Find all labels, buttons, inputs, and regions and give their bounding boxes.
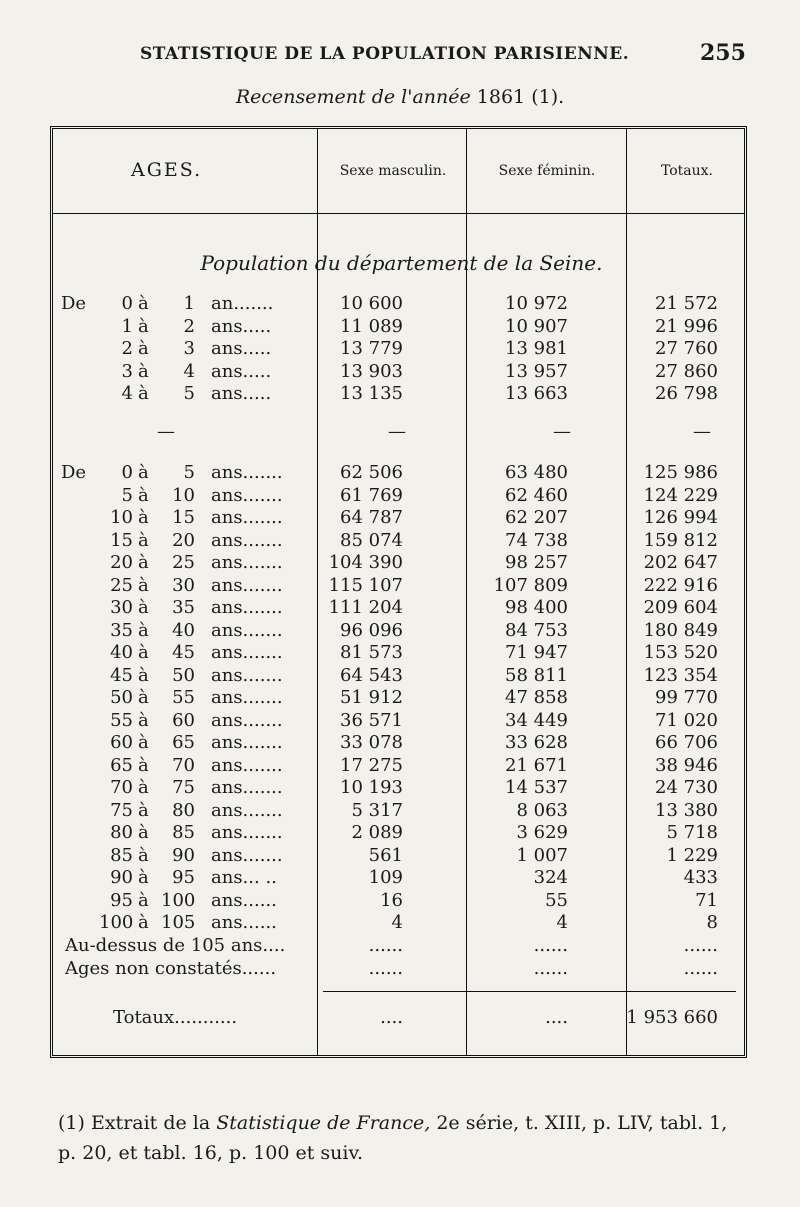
age-to: 70: [172, 754, 195, 776]
table-row: [53, 316, 750, 338]
cell-male: 96 096: [340, 619, 403, 641]
table-row: [53, 935, 750, 957]
cell-male: 2 089: [351, 822, 403, 843]
totals-male: ....: [380, 1007, 403, 1028]
cell-male: 33 078: [340, 732, 403, 753]
col-header-total: Totaux.: [660, 163, 713, 179]
caption-year: 1861: [476, 86, 526, 108]
age-separator: à: [138, 732, 149, 753]
age-separator: à: [138, 462, 149, 483]
cell-male: 62 506: [340, 462, 403, 483]
cell-female: 4: [556, 912, 568, 933]
age-separator: à: [138, 777, 149, 798]
age-separator: à: [138, 709, 149, 731]
cell-male: 11 089: [340, 315, 403, 337]
row-label: Au-dessus de 105 ans....: [65, 935, 286, 956]
cell-total: 13 380: [655, 799, 718, 821]
table-row: [53, 867, 750, 889]
footnote-pre: Extrait de la: [90, 1112, 211, 1134]
age-from: 0: [121, 293, 133, 314]
table-row: [53, 338, 750, 360]
dash-total: —: [693, 421, 711, 442]
footnote-post: 2e série, t. XIII, p. LIV, tabl. 1,: [436, 1112, 728, 1134]
cell-female: 13 957: [505, 360, 568, 382]
dash-male: —: [388, 421, 406, 442]
age-separator: à: [138, 360, 149, 382]
cell-female: 10 972: [505, 293, 568, 314]
age-to: 85: [172, 822, 195, 843]
age-from: 20: [110, 552, 133, 573]
table-row: [53, 890, 750, 912]
age-unit: an.......: [211, 293, 274, 314]
cell-female: 14 537: [505, 777, 568, 798]
cell-female: 98 257: [505, 552, 568, 573]
age-unit: ans.......: [211, 844, 283, 866]
cell-female: 98 400: [505, 597, 568, 618]
age-to: 30: [172, 574, 195, 596]
cell-total: 27 760: [655, 338, 718, 359]
age-separator: à: [138, 889, 149, 911]
cell-male: 111 204: [328, 597, 403, 618]
cell-male: 561: [368, 844, 403, 866]
age-separator: à: [138, 484, 149, 506]
age-from: 100: [99, 912, 134, 933]
age-from: 50: [110, 687, 133, 708]
age-to: 15: [172, 507, 195, 528]
table-row: [53, 462, 750, 484]
age-unit: ans.......: [211, 799, 283, 821]
age-unit: ans......: [211, 889, 277, 911]
cell-total: 21 572: [655, 293, 718, 314]
age-from: 80: [110, 822, 133, 843]
cell-total: 433: [683, 867, 718, 888]
cell-male: 13 903: [340, 360, 403, 382]
caption-text: Recensement de l'année: [235, 86, 471, 108]
age-from: 85: [110, 844, 133, 866]
age-to: 90: [172, 844, 195, 866]
table-caption: [0, 86, 800, 108]
cell-total: 159 812: [643, 529, 718, 551]
cell-total: 8: [706, 912, 718, 933]
col-header-male: Sexe masculin.: [339, 163, 447, 179]
age-separator: à: [138, 619, 149, 641]
age-from: 3: [121, 360, 133, 382]
cell-total: 26 798: [655, 383, 718, 404]
age-unit: ans.......: [211, 484, 283, 506]
age-to: 20: [172, 529, 195, 551]
age-separator: à: [138, 597, 149, 618]
age-to: 105: [161, 912, 196, 933]
age-from: 30: [110, 597, 133, 618]
age-to: 95: [172, 867, 195, 888]
age-separator: à: [138, 822, 149, 843]
table-row: [53, 530, 750, 552]
cell-total: 125 986: [643, 462, 718, 483]
age-from: 65: [110, 754, 133, 776]
age-unit: ans.....: [211, 383, 272, 404]
table-row: [53, 383, 750, 405]
cell-male: 36 571: [340, 709, 403, 731]
col-header-ages: AGES.: [131, 159, 203, 181]
table-row: [53, 958, 750, 980]
age-unit: ans.......: [211, 642, 283, 663]
age-unit: ans.......: [211, 664, 283, 686]
cell-total: 71 020: [655, 709, 718, 731]
totals-row: [53, 1007, 750, 1029]
cell-female: 71 947: [505, 642, 568, 663]
age-from: 0: [121, 462, 133, 483]
cell-male: 104 390: [328, 552, 403, 573]
age-to: 45: [172, 642, 195, 663]
cell-total: 5 718: [666, 822, 718, 843]
age-separator: à: [138, 844, 149, 866]
age-from: 40: [110, 642, 133, 663]
population-table: [50, 126, 747, 1058]
table-row: [53, 687, 750, 709]
cell-female: 47 858: [505, 687, 568, 708]
age-to: 35: [172, 597, 195, 618]
age-separator: à: [138, 574, 149, 596]
cell-total: 99 770: [655, 687, 718, 708]
age-unit: ans.......: [211, 574, 283, 596]
age-from: 15: [110, 529, 133, 551]
dash-ages: —: [157, 421, 175, 442]
table-row: [53, 665, 750, 687]
age-separator: à: [138, 293, 149, 314]
cell-total: ......: [683, 957, 718, 979]
cell-female: 33 628: [505, 732, 568, 753]
age-unit: ans.....: [211, 338, 272, 359]
age-to: 5: [183, 462, 195, 483]
cell-total: 24 730: [655, 777, 718, 798]
age-separator: à: [138, 912, 149, 933]
footnote-line-2: p. 20, et tabl. 16, p. 100 et suiv.: [58, 1142, 364, 1164]
cell-female: 13 663: [505, 383, 568, 404]
age-from: 5: [121, 484, 133, 506]
table-row: [53, 507, 750, 529]
age-separator: à: [138, 338, 149, 359]
age-separator: à: [138, 315, 149, 337]
age-from: 10: [110, 507, 133, 528]
totals-label: Totaux...........: [113, 1007, 238, 1028]
age-from: 90: [110, 867, 133, 888]
age-to: 1: [183, 293, 195, 314]
age-from: 70: [110, 777, 133, 798]
age-from: 55: [110, 709, 133, 731]
cell-female: 84 753: [505, 619, 568, 641]
cell-male: 64 787: [340, 507, 403, 528]
age-from: 25: [110, 574, 133, 596]
age-unit: ans.......: [211, 687, 283, 708]
age-separator: à: [138, 799, 149, 821]
cell-male: 13 135: [340, 383, 403, 404]
row-prefix: De: [61, 462, 87, 483]
cell-female: ......: [533, 957, 568, 979]
cell-female: 8 063: [516, 799, 568, 821]
cell-male: ......: [368, 957, 403, 979]
age-unit: ans.......: [211, 822, 283, 843]
cell-total: 209 604: [643, 597, 718, 618]
age-separator: à: [138, 642, 149, 663]
totals-rule: [323, 991, 736, 992]
age-to: 55: [172, 687, 195, 708]
age-to: 50: [172, 664, 195, 686]
age-unit: ans.....: [211, 360, 272, 382]
running-title: STATISTIQUE DE LA POPULATION PARISIENNE.: [140, 44, 630, 64]
cell-male: 4: [391, 912, 403, 933]
cell-male: 61 769: [340, 484, 403, 506]
age-to: 10: [172, 484, 195, 506]
table-row: [53, 293, 750, 315]
age-to: 4: [183, 360, 195, 382]
table-row: [53, 822, 750, 844]
page-number: 255: [700, 40, 746, 66]
cell-male: 17 275: [340, 754, 403, 776]
dash-female: —: [553, 421, 571, 442]
cell-male: 13 779: [340, 338, 403, 359]
totals-total: 1 953 660: [626, 1007, 718, 1028]
footnote-line-1: [58, 1108, 758, 1138]
age-unit: ans......: [211, 912, 277, 933]
age-unit: ans.......: [211, 552, 283, 573]
table-row: [53, 732, 750, 754]
age-unit: ans.......: [211, 619, 283, 641]
age-to: 40: [172, 619, 195, 641]
cell-female: 1 007: [516, 844, 568, 866]
age-unit: ans.......: [211, 709, 283, 731]
age-unit: ans.......: [211, 732, 283, 753]
cell-female: 63 480: [505, 462, 568, 483]
caption-footnote-ref: (1).: [531, 86, 565, 108]
age-unit: ans.......: [211, 529, 283, 551]
age-separator: à: [138, 687, 149, 708]
age-from: 2: [121, 338, 133, 359]
table-row: [53, 642, 750, 664]
cell-female: 3 629: [516, 822, 568, 843]
age-from: 1: [121, 315, 133, 337]
cell-male: 10 193: [340, 777, 403, 798]
age-from: 75: [110, 799, 133, 821]
page-header: [0, 40, 800, 70]
cell-total: 202 647: [643, 552, 718, 573]
cell-total: 124 229: [643, 484, 718, 506]
cell-total: 21 996: [655, 315, 718, 337]
age-unit: ans.......: [211, 507, 283, 528]
table-row: [53, 777, 750, 799]
table-row: [53, 597, 750, 619]
table-row: [53, 755, 750, 777]
age-separator: à: [138, 383, 149, 404]
age-to: 2: [183, 315, 195, 337]
footnote: [58, 1108, 758, 1168]
table-row: [53, 361, 750, 383]
age-separator: à: [138, 529, 149, 551]
cell-total: 27 860: [655, 360, 718, 382]
table-row: [53, 800, 750, 822]
cell-total: 126 994: [643, 507, 718, 528]
age-to: 25: [172, 552, 195, 573]
age-to: 65: [172, 732, 195, 753]
cell-male: 5 317: [351, 799, 403, 821]
age-to: 3: [183, 338, 195, 359]
cell-female: 34 449: [505, 709, 568, 731]
table-row: [53, 552, 750, 574]
cell-male: 109: [368, 867, 403, 888]
age-unit: ans.......: [211, 597, 283, 618]
cell-female: 10 907: [505, 315, 568, 337]
age-to: 60: [172, 709, 195, 731]
age-to: 5: [183, 383, 195, 404]
cell-female: ......: [533, 935, 568, 956]
age-from: 95: [110, 889, 133, 911]
cell-total: 222 916: [643, 574, 718, 596]
cell-female: 58 811: [505, 664, 568, 686]
cell-total: ......: [683, 935, 718, 956]
cell-female: 62 207: [505, 507, 568, 528]
table-row: [53, 620, 750, 642]
row-prefix: De: [61, 293, 87, 314]
table-row: [53, 485, 750, 507]
age-from: 35: [110, 619, 133, 641]
cell-female: 107 809: [493, 574, 568, 596]
age-from: 60: [110, 732, 133, 753]
cell-total: 123 354: [643, 664, 718, 686]
cell-female: 74 738: [505, 529, 568, 551]
table-row: [53, 912, 750, 934]
table-row: [53, 710, 750, 732]
col-header-female: Sexe féminin.: [498, 163, 596, 179]
header-rule: [53, 213, 744, 214]
cell-male: ......: [368, 935, 403, 956]
age-unit: ans.......: [211, 777, 283, 798]
cell-female: 55: [545, 889, 568, 911]
age-unit: ans.....: [211, 315, 272, 337]
cell-male: 85 074: [340, 529, 403, 551]
cell-total: 66 706: [655, 732, 718, 753]
age-separator: à: [138, 552, 149, 573]
age-separator: à: [138, 664, 149, 686]
age-separator: à: [138, 507, 149, 528]
age-unit: ans.......: [211, 754, 283, 776]
table-row: [53, 845, 750, 867]
cell-male: 81 573: [340, 642, 403, 663]
cell-male: 64 543: [340, 664, 403, 686]
age-from: 4: [121, 383, 133, 404]
cell-total: 153 520: [643, 642, 718, 663]
cell-female: 62 460: [505, 484, 568, 506]
age-separator: à: [138, 754, 149, 776]
cell-total: 180 849: [643, 619, 718, 641]
age-to: 80: [172, 799, 195, 821]
footnote-mark: (1): [58, 1112, 85, 1134]
age-separator: à: [138, 867, 149, 888]
table-row: [53, 575, 750, 597]
cell-total: 38 946: [655, 754, 718, 776]
age-to: 75: [172, 777, 195, 798]
section-title: Population du département de la Seine.: [200, 251, 603, 275]
age-unit: ans... ..: [211, 867, 277, 888]
cell-female: 324: [533, 867, 568, 888]
age-to: 100: [161, 889, 196, 911]
cell-female: 13 981: [505, 338, 568, 359]
age-from: 45: [110, 664, 133, 686]
cell-female: 21 671: [505, 754, 568, 776]
age-unit: ans.......: [211, 462, 283, 483]
totals-female: ....: [545, 1007, 568, 1028]
cell-male: 115 107: [328, 574, 403, 596]
cell-total: 1 229: [666, 844, 718, 866]
cell-male: 16: [380, 889, 403, 911]
cell-total: 71: [695, 889, 718, 911]
footnote-source-title: Statistique de France,: [216, 1112, 431, 1134]
cell-male: 51 912: [340, 687, 403, 708]
row-label: Ages non constatés......: [65, 957, 277, 979]
cell-male: 10 600: [340, 293, 403, 314]
